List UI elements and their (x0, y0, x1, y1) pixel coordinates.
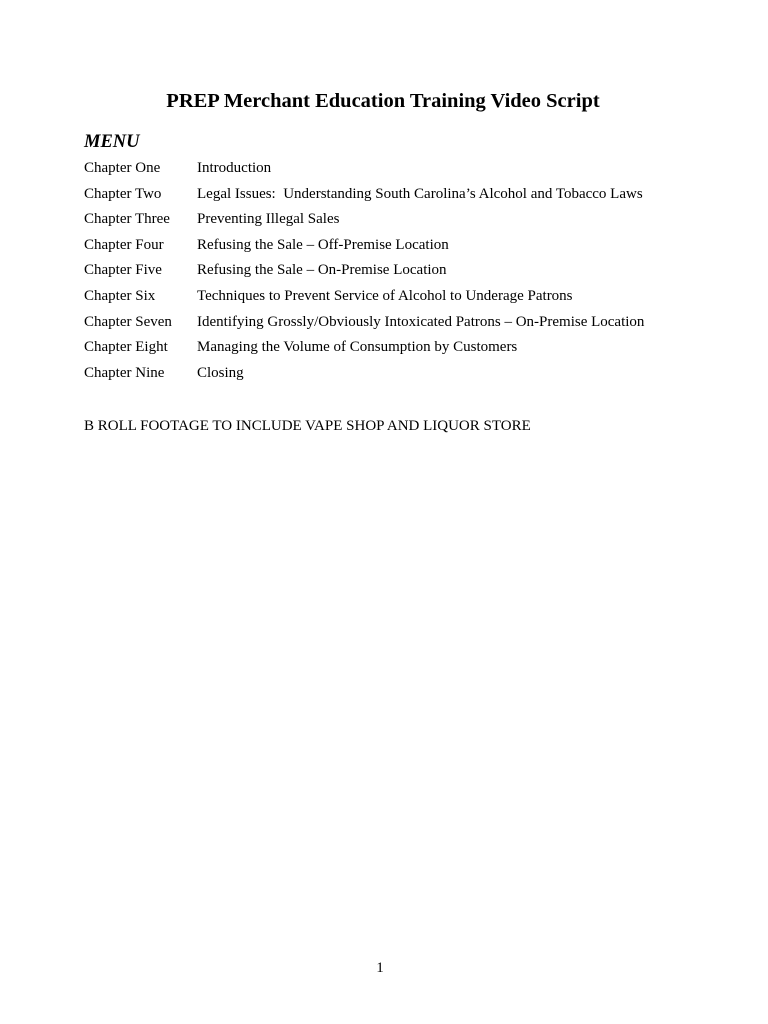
chapter-number: Chapter One (84, 160, 161, 176)
chapter-row (84, 362, 724, 388)
chapter-title: Techniques to Prevent Service of Alcohol to Underage Patrons (197, 287, 573, 304)
chapter-number: Chapter Two (84, 185, 162, 202)
chapter-row (84, 336, 724, 362)
chapter-row (84, 285, 724, 311)
chapter-title: Preventing Illegal Sales (197, 211, 340, 228)
chapter-number: Chapter Eight (84, 339, 168, 356)
chapter-number: Chapter Nine (84, 364, 165, 381)
chapter-number: Chapter Five (84, 262, 162, 279)
chapter-row (84, 311, 724, 337)
page-number: 1 (376, 960, 384, 976)
chapter-list (84, 157, 724, 387)
chapter-row (84, 157, 724, 183)
chapter-title: Refusing the Sale – On-Premise Location (197, 262, 447, 279)
document-title: PREP Merchant Education Training Video Script (166, 90, 600, 112)
chapter-row (84, 208, 724, 234)
menu-heading: MENU (84, 132, 140, 152)
chapter-row (84, 234, 724, 260)
chapter-title: Identifying Grossly/Obviously Intoxicated Patrons – On-Premise Location (197, 313, 645, 330)
chapter-title: Introduction (197, 160, 272, 176)
chapter-title: Refusing the Sale – Off-Premise Location (197, 236, 449, 253)
chapter-number: Chapter Seven (84, 313, 172, 330)
chapter-title: Legal Issues: Understanding South Carolina’s Alcohol and Tobacco Laws (197, 185, 643, 202)
broll-note: B ROLL FOOTAGE TO INCLUDE VAPE SHOP AND LIQUOR STORE (84, 418, 531, 434)
chapter-title: Closing (197, 364, 244, 381)
chapter-number: Chapter Six (84, 287, 156, 304)
chapter-number: Chapter Three (84, 211, 170, 228)
chapter-number: Chapter Four (84, 236, 164, 253)
chapter-row (84, 259, 724, 285)
chapter-row (84, 183, 724, 209)
chapter-title: Managing the Volume of Consumption by Customers (197, 339, 518, 356)
